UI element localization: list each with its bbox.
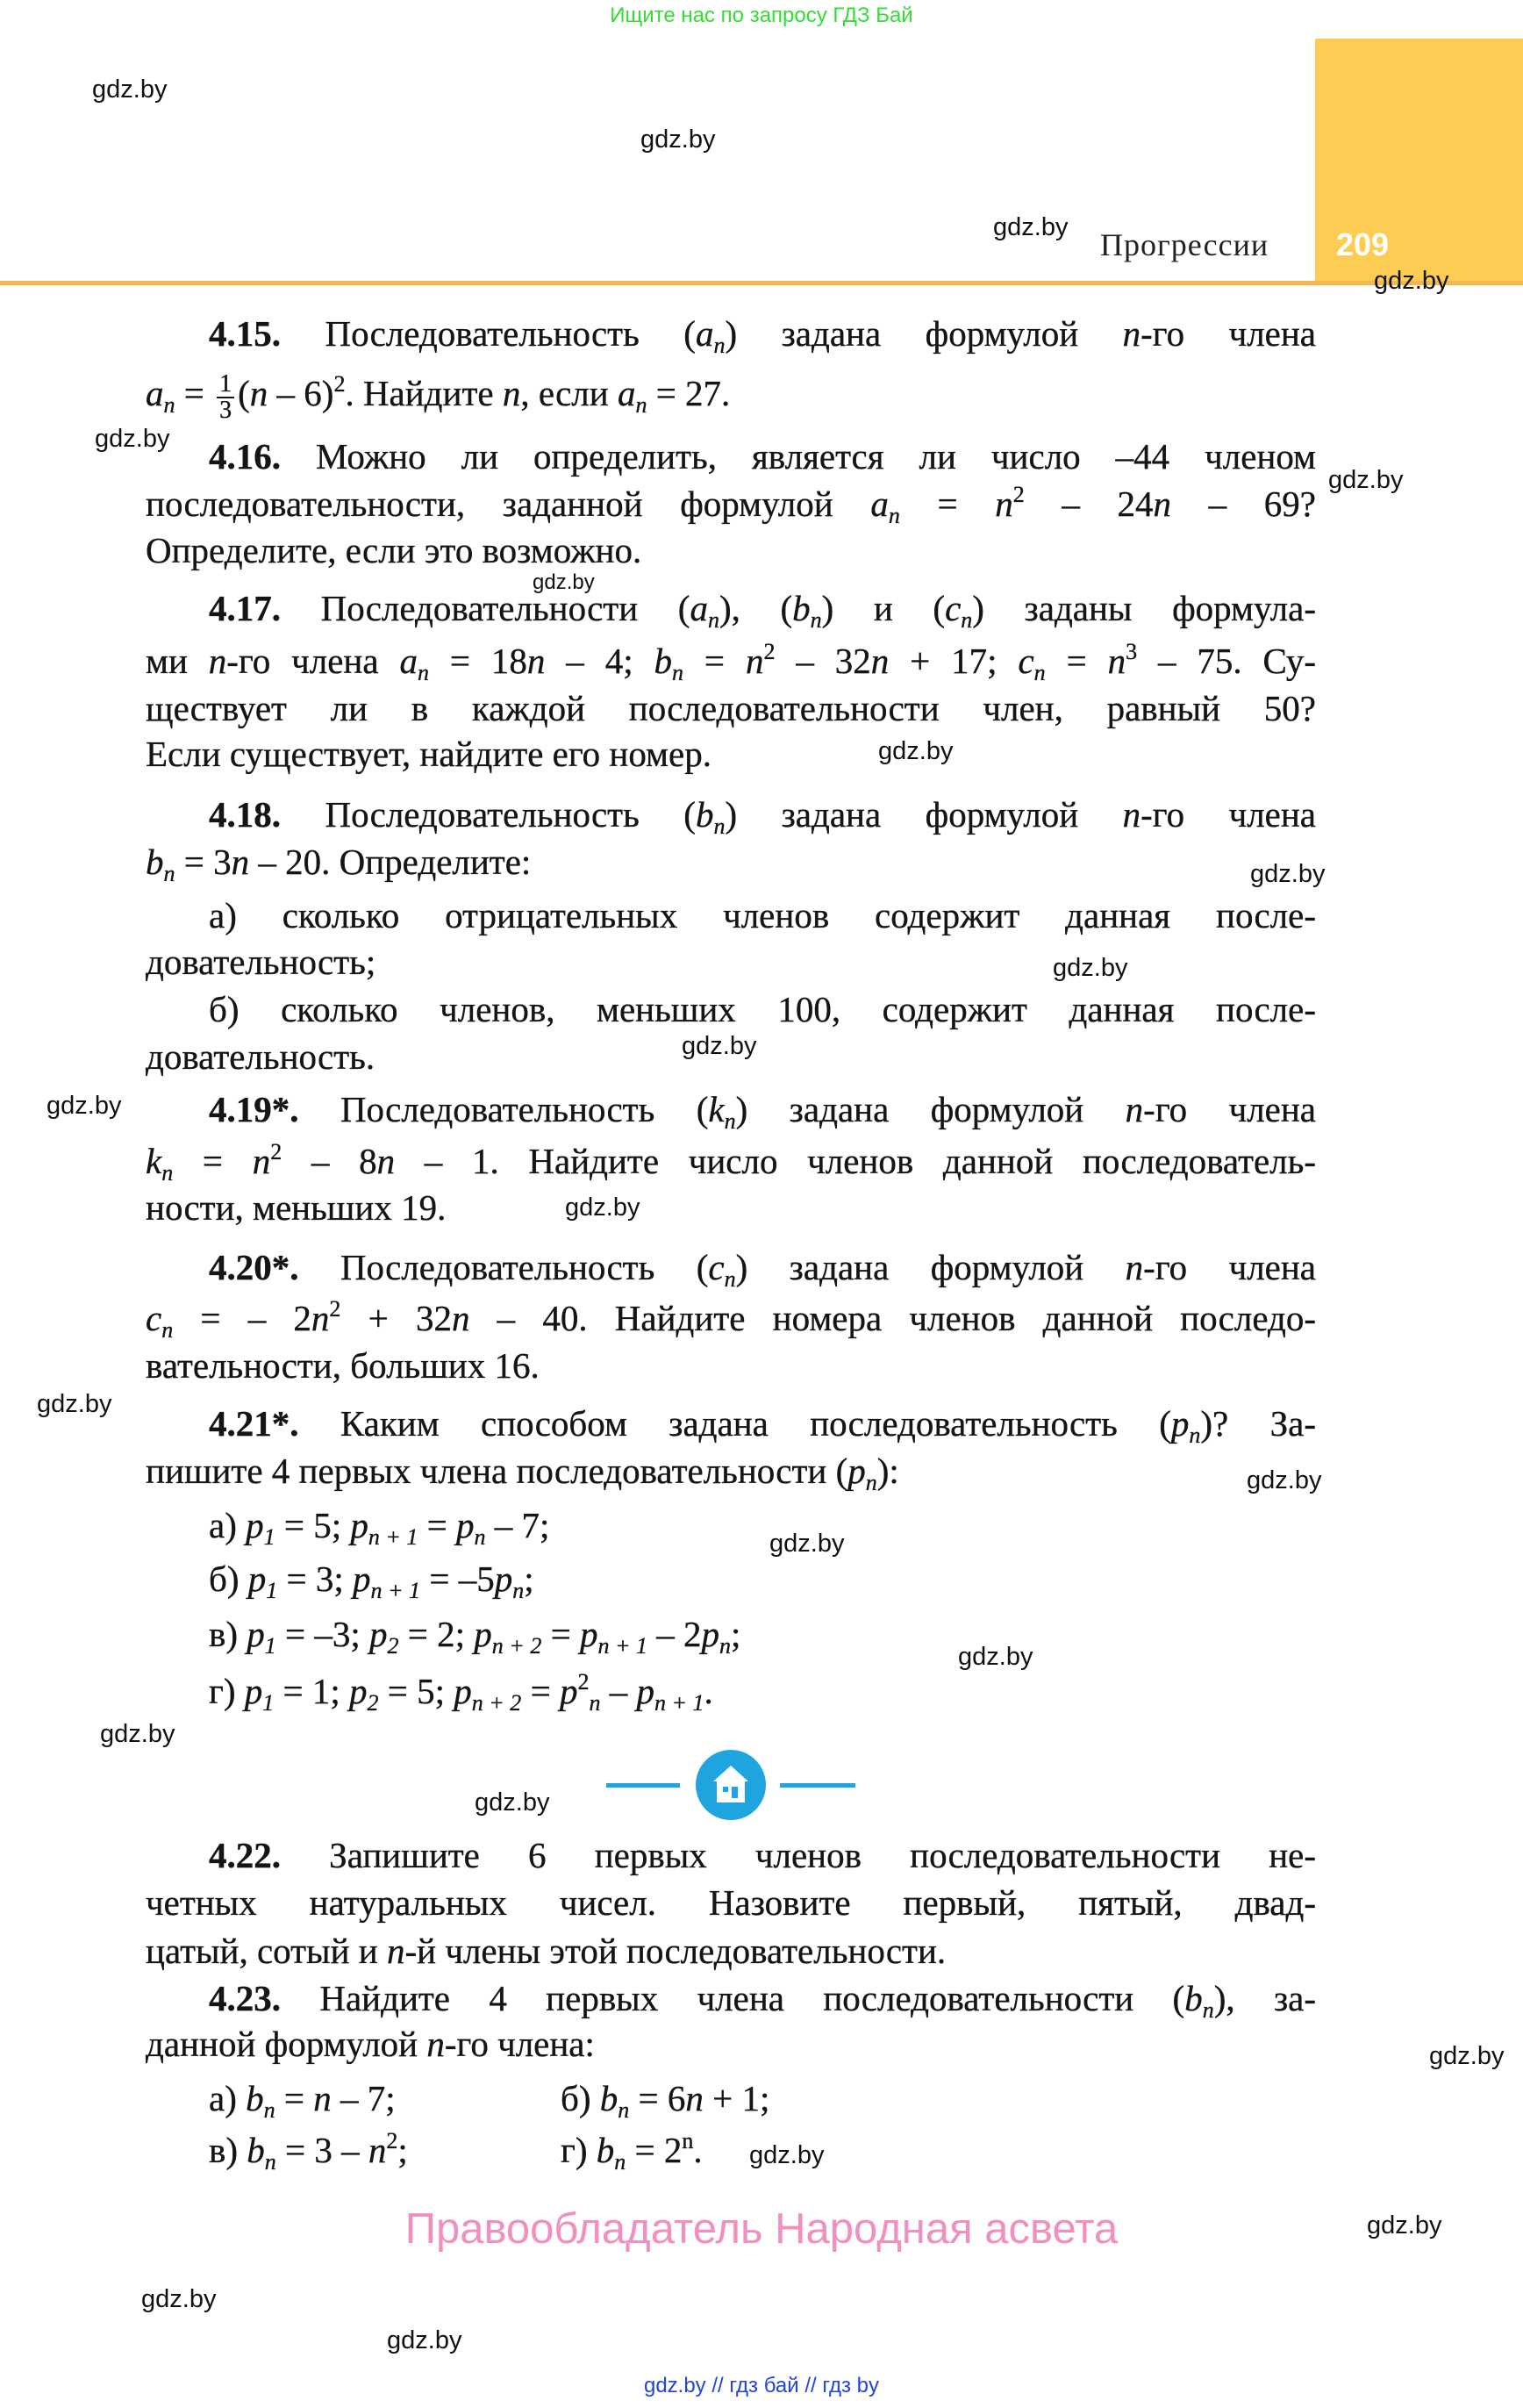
- subscript: n: [163, 861, 175, 886]
- text-run: Запишите 6 первых членов последовательности не-: [281, 1835, 1316, 1875]
- denominator: 3: [219, 396, 232, 424]
- text-run: -го члена: [226, 641, 400, 681]
- text-run: Последовательность (: [298, 1247, 709, 1287]
- subscript: 1: [263, 1524, 275, 1550]
- text-run: довательность;: [146, 942, 376, 982]
- text-run: – 24: [1024, 484, 1154, 524]
- superscript: 3: [1126, 639, 1138, 664]
- subscript: n: [512, 1578, 525, 1603]
- watermark: gdz.by: [749, 2141, 825, 2169]
- text-run: ми: [146, 641, 209, 681]
- text-run: ) задана формулой: [725, 794, 1123, 835]
- text-run: – 4;: [545, 641, 654, 681]
- math-variable: n: [387, 1931, 405, 1971]
- numerator: 1: [217, 372, 234, 398]
- subscript: n: [961, 607, 973, 632]
- math-variable: n: [685, 2078, 704, 2118]
- text-run: -го члена: [1143, 1247, 1316, 1287]
- subscript: n + 2: [471, 1690, 522, 1716]
- watermark: gdz.by: [565, 1193, 640, 1222]
- math-variable: a: [690, 588, 708, 628]
- page-number: 209: [1336, 226, 1390, 262]
- math-variable: p: [494, 1559, 513, 1599]
- text-run: . Найдите: [345, 373, 503, 413]
- math-variable: n: [995, 484, 1013, 524]
- text-run: Последовательность (: [281, 794, 696, 835]
- problem-number: 4.20*.: [209, 1247, 299, 1287]
- text-run: =: [175, 373, 214, 413]
- text-run: = 2;: [398, 1614, 475, 1654]
- math-variable: p: [456, 1505, 475, 1545]
- subscript: n: [474, 1524, 486, 1550]
- math-variable: p: [847, 1451, 866, 1491]
- bottom-links[interactable]: gdz.by // гдз бай // гдз by: [643, 2374, 880, 2397]
- problem-4-15-line: [146, 369, 1316, 424]
- problem-number: 4.21*.: [209, 1403, 299, 1444]
- text-run: = 1;: [274, 1671, 349, 1711]
- watermark: gdz.by: [475, 1788, 550, 1817]
- subscript: 1: [262, 1690, 275, 1716]
- problem-4-21-item: [209, 1610, 1316, 1658]
- text-run: .: [704, 1671, 713, 1711]
- text-run: – 7;: [485, 1505, 550, 1545]
- fraction: [217, 369, 234, 424]
- text-run: ), (: [719, 588, 793, 628]
- math-variable: n: [1122, 313, 1141, 354]
- subscript: 2: [367, 1690, 379, 1716]
- superscript: 2: [386, 2128, 398, 2154]
- watermark: gdz.by: [1247, 1466, 1322, 1494]
- text-run: г): [561, 2130, 597, 2170]
- math-variable: n: [870, 641, 890, 681]
- subscript: n + 1: [370, 1578, 421, 1603]
- problem-4-23-item: [209, 2075, 396, 2122]
- watermark: gdz.by: [1367, 2211, 1442, 2240]
- math-variable: p: [579, 1614, 598, 1654]
- text-run: – 6): [268, 373, 334, 413]
- text-run: )? За-: [1200, 1403, 1316, 1444]
- text-run: Если существует, найдите его номер.: [146, 734, 711, 774]
- subscript: n: [888, 503, 900, 527]
- subscript: n: [635, 392, 647, 418]
- text-run: ;: [731, 1614, 741, 1654]
- problem-4-17-line: [209, 584, 1316, 632]
- text-run: = –3;: [275, 1614, 370, 1654]
- text-run: -го члена: [1140, 794, 1316, 835]
- text-run: =: [683, 641, 746, 681]
- watermark: gdz.by: [878, 737, 954, 765]
- text-run: Можно ли определить, является ли число –44 членом: [281, 436, 1316, 477]
- problem-number: 4.15.: [209, 313, 281, 354]
- math-variable: b: [596, 2130, 615, 2170]
- text-run: последовательности, заданной формулой: [146, 484, 871, 524]
- problem-4-16-line: [146, 527, 1316, 574]
- divider-left: [606, 1783, 680, 1788]
- superscript: 2: [270, 1139, 282, 1165]
- watermark: gdz.by: [958, 1643, 1033, 1671]
- text-run: = 3: [175, 842, 232, 882]
- text-run: – 32: [775, 641, 871, 681]
- subscript: n: [263, 2097, 275, 2123]
- divider-right: [780, 1783, 855, 1788]
- problem-4-18-line: [146, 1033, 1316, 1080]
- text-run: -го члена: [1140, 313, 1316, 354]
- problem-4-17-line: [146, 730, 1316, 778]
- superscript: 2: [763, 639, 776, 664]
- watermark: gdz.by: [141, 2285, 217, 2313]
- text-run: четных натуральных чисел. Назовите первый, пятый, двад-: [146, 1882, 1316, 1923]
- text-run: = 5;: [378, 1671, 454, 1711]
- text-run: ) заданы формула-: [972, 588, 1316, 628]
- problem-4-17-line: [146, 637, 1316, 684]
- problem-4-15-line: [209, 310, 1316, 357]
- problem-4-18-line: [209, 791, 1316, 838]
- text-run: г): [209, 1671, 245, 1711]
- header-rule: [0, 281, 1523, 285]
- math-variable: n: [1153, 484, 1172, 524]
- watermark: gdz.by: [92, 75, 168, 104]
- superscript: 2: [333, 371, 346, 397]
- subscript: n: [1202, 1997, 1214, 2022]
- problem-number: 4.19*.: [209, 1089, 299, 1129]
- problem-4-18-line: [146, 938, 1316, 985]
- watermark: gdz.by: [533, 570, 595, 594]
- math-variable: n: [1125, 1247, 1144, 1287]
- watermark: gdz.by: [682, 1032, 757, 1060]
- watermark: gdz.by: [993, 213, 1069, 241]
- section-title: Прогрессии: [1100, 227, 1269, 262]
- text-run: – 69?: [1171, 484, 1316, 524]
- math-variable: a: [695, 313, 714, 354]
- subscript: n + 1: [368, 1524, 418, 1550]
- subscript: n: [264, 2149, 276, 2175]
- text-run: =: [899, 484, 996, 524]
- math-variable: p: [244, 1671, 263, 1711]
- text-run: ;: [524, 1559, 534, 1599]
- problem-4-19-line: [209, 1086, 1316, 1133]
- subscript: n + 1: [654, 1690, 704, 1716]
- subscript: n: [589, 1690, 601, 1716]
- math-variable: b: [1184, 1978, 1203, 2018]
- watermark: gdz.by: [1429, 2042, 1505, 2070]
- text-run: – 7;: [331, 2078, 396, 2118]
- problem-4-20-line: [209, 1243, 1316, 1291]
- text-run: а): [209, 1505, 247, 1545]
- problem-4-23-line: [146, 2020, 1316, 2068]
- subscript: n: [1189, 1423, 1201, 1447]
- subscript: n + 2: [491, 1633, 542, 1659]
- math-variable: a: [146, 373, 164, 413]
- problem-4-18-line: [209, 892, 1316, 939]
- math-variable: p: [353, 1559, 371, 1599]
- text-run: + 1;: [703, 2078, 770, 2118]
- subscript: n: [672, 660, 683, 684]
- math-variable: n: [502, 373, 521, 413]
- math-variable: p: [350, 1505, 368, 1545]
- text-run: =: [173, 1141, 253, 1181]
- problem-4-19-line: [146, 1184, 1316, 1231]
- math-variable: k: [708, 1089, 725, 1129]
- math-variable: p: [636, 1671, 654, 1711]
- text-run: = 6: [629, 2078, 686, 2118]
- text-run: =: [275, 2078, 314, 2118]
- text-run: ):: [876, 1451, 899, 1491]
- math-variable: b: [146, 842, 164, 882]
- text-run: , если: [520, 373, 618, 413]
- math-variable: a: [399, 641, 418, 681]
- text-run: -й члены этой последовательности.: [404, 1931, 947, 1971]
- superscript: 2: [577, 1669, 590, 1695]
- problem-4-21-item: [209, 1667, 1316, 1715]
- watermark: gdz.by: [95, 425, 170, 453]
- text-run: – 2: [647, 1614, 702, 1654]
- math-variable: b: [792, 588, 811, 628]
- text-run: Последовательности (: [281, 588, 690, 628]
- watermark: gdz.by: [387, 2326, 462, 2354]
- math-variable: c: [708, 1247, 725, 1287]
- problem-4-20-line: [146, 1342, 1316, 1389]
- math-variable: b: [246, 2078, 264, 2118]
- math-variable: n: [376, 1141, 396, 1181]
- math-variable: n: [252, 1141, 271, 1181]
- math-variable: p: [1170, 1403, 1190, 1444]
- text-run: ) задана формулой: [735, 1089, 1126, 1129]
- problem-4-21-item: [209, 1501, 1316, 1549]
- subscript: n: [713, 813, 726, 838]
- text-run: =: [521, 1671, 560, 1711]
- text-run: = – 2: [173, 1298, 311, 1338]
- superscript: 2: [1012, 482, 1025, 507]
- subscript: n: [707, 607, 719, 632]
- text-run: б): [561, 2078, 600, 2118]
- watermark: gdz.by: [46, 1092, 122, 1120]
- math-variable: p: [559, 1671, 578, 1711]
- text-run: Найдите 4 первых члена последовательности (: [281, 1978, 1185, 2018]
- superscript: n: [682, 2128, 694, 2154]
- problem-4-18-line: [209, 985, 1316, 1033]
- problem-number: 4.23.: [209, 1978, 281, 2018]
- problem-4-23-item: [209, 2126, 408, 2174]
- subscript: n: [163, 392, 175, 418]
- math-variable: p: [454, 1671, 472, 1711]
- math-variable: k: [146, 1141, 162, 1181]
- text-run: – 75. Су-: [1137, 641, 1316, 681]
- text-run: Последовательность (: [281, 313, 696, 354]
- subscript: n + 1: [597, 1633, 648, 1659]
- text-run: ), за-: [1213, 1978, 1316, 2018]
- text-run: а) сколько отрицательных членов содержит данная после-: [209, 895, 1316, 935]
- subscript: n: [417, 660, 429, 684]
- subscript: n: [161, 1160, 174, 1185]
- subscript: 1: [264, 1633, 276, 1659]
- text-run: данной формулой: [146, 2024, 427, 2064]
- text-run: – 20. Определите:: [249, 842, 532, 882]
- problem-4-21-line: [209, 1400, 1316, 1447]
- text-run: довательность.: [146, 1036, 375, 1077]
- text-run: – 8: [282, 1141, 377, 1181]
- text-run: = –5: [420, 1559, 495, 1599]
- text-run: .: [693, 2130, 703, 2170]
- text-run: Определите, если это возможно.: [146, 530, 642, 570]
- problem-number: 4.22.: [209, 1835, 281, 1875]
- math-variable: p: [369, 1614, 388, 1654]
- math-variable: c: [1018, 641, 1034, 681]
- math-variable: n: [249, 373, 268, 413]
- text-run: -го члена:: [444, 2024, 595, 2064]
- problem-number: 4.16.: [209, 436, 281, 477]
- watermark: gdz.by: [1250, 860, 1326, 888]
- problem-4-19-line: [146, 1137, 1316, 1185]
- problem-4-23-item: [561, 2075, 769, 2122]
- watermark: gdz.by: [1053, 954, 1128, 982]
- text-run: – 1. Найдите число членов данной последователь-: [395, 1141, 1316, 1181]
- math-variable: n: [745, 641, 764, 681]
- subscript: n: [161, 1317, 174, 1342]
- problem-4-22-line: [209, 1831, 1316, 1879]
- text-run: Последовательность (: [298, 1089, 709, 1129]
- text-run: ) задана формулой: [735, 1247, 1126, 1287]
- math-variable: b: [654, 641, 672, 681]
- problem-4-22-line: [146, 1927, 1316, 1974]
- math-variable: p: [246, 1505, 264, 1545]
- math-variable: c: [146, 1298, 162, 1338]
- subscript: n: [810, 607, 822, 632]
- watermark: gdz.by: [1374, 267, 1449, 295]
- math-variable: p: [247, 1614, 265, 1654]
- text-run: =: [541, 1614, 580, 1654]
- math-variable: n: [526, 641, 546, 681]
- text-run: б): [209, 1559, 248, 1599]
- text-run: = 5;: [275, 1505, 351, 1545]
- problem-4-22-line: [146, 1879, 1316, 1926]
- problem-4-23-line: [209, 1974, 1316, 2022]
- text-run: (: [238, 373, 250, 413]
- watermark: gdz.by: [37, 1390, 112, 1418]
- math-variable: n: [1122, 794, 1141, 835]
- problem-number: 4.18.: [209, 794, 281, 835]
- math-variable: c: [945, 588, 962, 628]
- watermark: gdz.by: [640, 125, 716, 154]
- math-variable: a: [870, 484, 889, 524]
- copyright-footer: Правообладатель Народная асвета: [404, 2205, 1119, 2253]
- math-variable: n: [1125, 1089, 1144, 1129]
- math-variable: n: [311, 1298, 330, 1338]
- text-run: + 17;: [889, 641, 1019, 681]
- math-variable: n: [1107, 641, 1126, 681]
- subscript: 1: [266, 1578, 278, 1603]
- text-run: =: [418, 1505, 457, 1545]
- problem-4-18-line: [146, 838, 1316, 885]
- subscript: 2: [387, 1633, 399, 1659]
- text-run: пишите 4 первых члена последовательности (: [146, 1451, 848, 1491]
- subscript: n: [724, 1266, 736, 1291]
- math-variable: p: [349, 1671, 368, 1711]
- math-variable: n: [426, 2024, 445, 2064]
- problem-4-16-line: [209, 433, 1316, 480]
- superscript: 2: [329, 1296, 341, 1322]
- text-run: ности, меньших 19.: [146, 1187, 447, 1228]
- text-run: ществует ли в каждой последовательности член, равный 50?: [146, 688, 1316, 728]
- text-run: Каким способом задана последовательность (: [298, 1403, 1171, 1444]
- subscript: n: [1033, 660, 1046, 684]
- problem-4-17-line: [146, 684, 1316, 732]
- text-run: =: [1045, 641, 1108, 681]
- math-variable: n: [208, 641, 227, 681]
- text-run: б) сколько членов, меньших 100, содержит данная после-: [209, 989, 1316, 1029]
- text-run: = 18: [428, 641, 527, 681]
- math-variable: b: [695, 794, 714, 835]
- watermark: gdz.by: [100, 1720, 175, 1748]
- home-icon: [696, 1750, 766, 1820]
- math-variable: p: [247, 1559, 267, 1599]
- subscript: n: [724, 1108, 736, 1133]
- math-variable: n: [313, 2078, 332, 2118]
- top-banner[interactable]: Ищите нас по запросу ГДЗ Бай: [610, 4, 913, 27]
- math-variable: b: [599, 2078, 618, 2118]
- text-run: –: [600, 1671, 637, 1711]
- watermark: gdz.by: [1328, 466, 1404, 494]
- problem-4-20-line: [146, 1294, 1316, 1342]
- problem-number: 4.17.: [209, 588, 281, 628]
- text-run: -го члена: [1143, 1089, 1316, 1129]
- problem-4-16-line: [146, 480, 1316, 527]
- watermark: gdz.by: [769, 1530, 845, 1558]
- text-run: = 3 –: [275, 2130, 368, 2170]
- math-variable: a: [617, 373, 636, 413]
- subscript: n: [713, 333, 726, 357]
- text-run: вательности, больших 16.: [146, 1345, 540, 1386]
- text-run: ;: [397, 2130, 408, 2170]
- problem-4-21-item: [209, 1555, 1316, 1602]
- text-run: ) и (: [821, 588, 946, 628]
- math-variable: n: [451, 1298, 470, 1338]
- math-variable: n: [368, 2130, 387, 2170]
- text-run: = 3;: [277, 1559, 354, 1599]
- math-variable: p: [474, 1614, 492, 1654]
- problem-4-21-line: [146, 1447, 1316, 1494]
- math-variable: p: [701, 1614, 720, 1654]
- text-run: цатый, сотый и: [146, 1931, 387, 1971]
- text-run: = 27.: [647, 373, 731, 413]
- text-run: а): [209, 2078, 247, 2118]
- subscript: n: [614, 2149, 626, 2175]
- text-run: в): [209, 2130, 247, 2170]
- text-run: в): [209, 1614, 247, 1654]
- text-run: = 2: [626, 2130, 683, 2170]
- math-variable: b: [247, 2130, 265, 2170]
- subscript: n: [719, 1633, 732, 1659]
- math-variable: n: [231, 842, 250, 882]
- text-run: ) задана формулой: [725, 313, 1123, 354]
- subscript: n: [865, 1470, 877, 1495]
- problem-4-23-item: [561, 2126, 703, 2174]
- text-run: – 40. Найдите номера членов данной последо-: [469, 1298, 1316, 1338]
- text-run: + 32: [340, 1298, 452, 1338]
- subscript: n: [618, 2097, 630, 2123]
